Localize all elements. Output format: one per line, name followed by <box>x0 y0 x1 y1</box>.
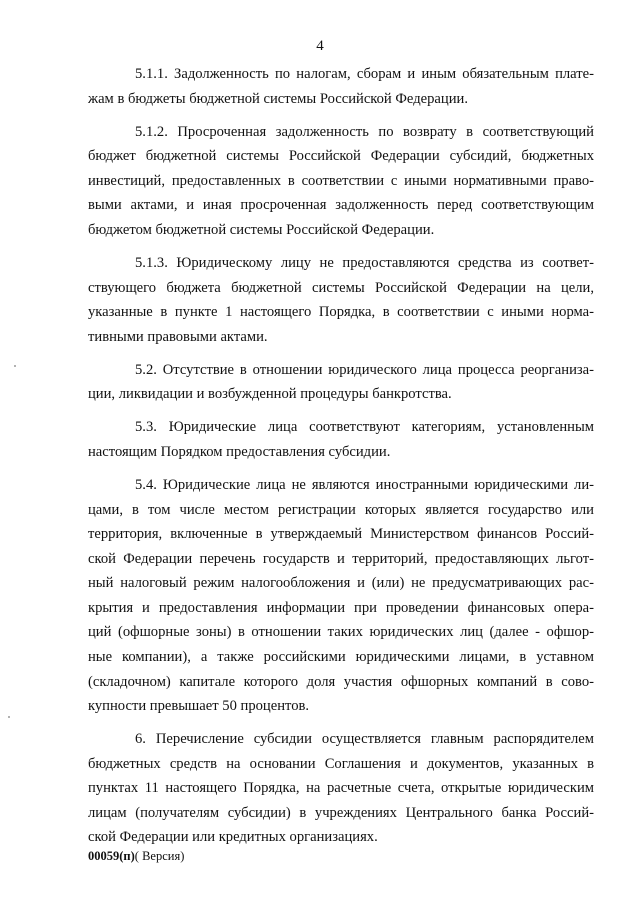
text-line: ской Федерации перечень государств и территорий, предоставляющих льгот- <box>88 550 594 567</box>
footer-version-label: ( Версия) <box>134 849 185 863</box>
text-line: инвестиций, предоставленных в соответствии с иными нормативными право- <box>88 172 594 189</box>
text-line: ствующего бюджета бюджетной системы Российской Федерации на цели, <box>88 279 594 296</box>
text-line: купности превышает 50 процентов. <box>88 698 310 715</box>
text-line: бюджетом бюджетной системы Российской Федерации. <box>88 221 435 238</box>
text-line: 5.4. Юридические лица не являются иностранными юридическими ли- <box>135 477 594 494</box>
text-line: территория, включенные в утверждаемый Министерством финансов Россий- <box>88 526 594 543</box>
scan-speck <box>14 365 16 367</box>
text-line: 5.1.3. Юридическому лицу не предоставляются средства из соответ- <box>135 255 594 272</box>
text-line: 5.1.1. Задолженность по налогам, сборам и иным обязательным плате- <box>135 66 594 82</box>
paragraph <box>88 120 594 243</box>
text-line: ции, ликвидации и возбужденной процедуры банкротства. <box>88 386 452 403</box>
text-line: лицам (получателям субсидии) в учреждениях Центрального банка Россий- <box>88 804 594 821</box>
text-line: выми актами, и иная просроченная задолженность перед соответствующим <box>88 197 594 214</box>
text-line: цами, в том числе местом регистрации которых является государство или <box>88 501 594 518</box>
paragraph <box>88 62 594 111</box>
footer-document-code: 00059(п) <box>88 849 135 863</box>
text-line: бюджетных средств на основании Соглашения и документов, указанных в <box>88 755 594 772</box>
text-line: 5.1.2. Просроченная задолженность по возврату в соответствующий <box>135 123 594 140</box>
scan-speck <box>8 716 10 718</box>
text-line: ный налоговый режим налогообложения и (или) не предусматривающих рас- <box>88 575 594 592</box>
text-line: настоящим Порядком предоставления субсидии. <box>88 444 391 461</box>
text-line: (складочном) капитале которого доля участия офшорных компаний в сово- <box>88 673 594 690</box>
paragraph <box>88 251 594 349</box>
page-number: 4 <box>316 38 324 54</box>
document-footer <box>88 849 184 864</box>
paragraph <box>88 415 594 464</box>
text-line: ные компании), а также российскими юридическими лицами, в уставном <box>88 649 594 665</box>
text-line: ской Федерации или кредитных организациях. <box>88 829 378 846</box>
paragraph <box>88 473 594 718</box>
document-body <box>88 62 594 859</box>
text-line: тивными правовыми актами. <box>88 328 268 345</box>
text-line: бюджет бюджетной системы Российской Федерации субсидий, бюджетных <box>88 148 594 165</box>
paragraph <box>88 727 594 850</box>
text-line: 5.2. Отсутствие в отношении юридического лица процесса реорганиза- <box>135 361 594 378</box>
text-line: 5.3. Юридические лица соответствуют категориям, установленным <box>135 419 594 436</box>
text-line: 6. Перечисление субсидии осуществляется главным распорядителем <box>135 731 594 748</box>
text-line: указанные в пункте 1 настоящего Порядка, в соответствии с иными норма- <box>88 304 594 321</box>
text-line: ций (офшорные зоны) в отношении таких юридических лиц (далее - офшор- <box>88 624 594 641</box>
text-line: жам в бюджеты бюджетной системы Российской Федерации. <box>88 90 468 107</box>
text-line: пунктах 11 настоящего Порядка, на расчетные счета, открытые юридическим <box>88 780 594 797</box>
text-line: крытия и предоставления информации при проведении финансовых опера- <box>88 599 594 616</box>
paragraph <box>88 358 594 407</box>
